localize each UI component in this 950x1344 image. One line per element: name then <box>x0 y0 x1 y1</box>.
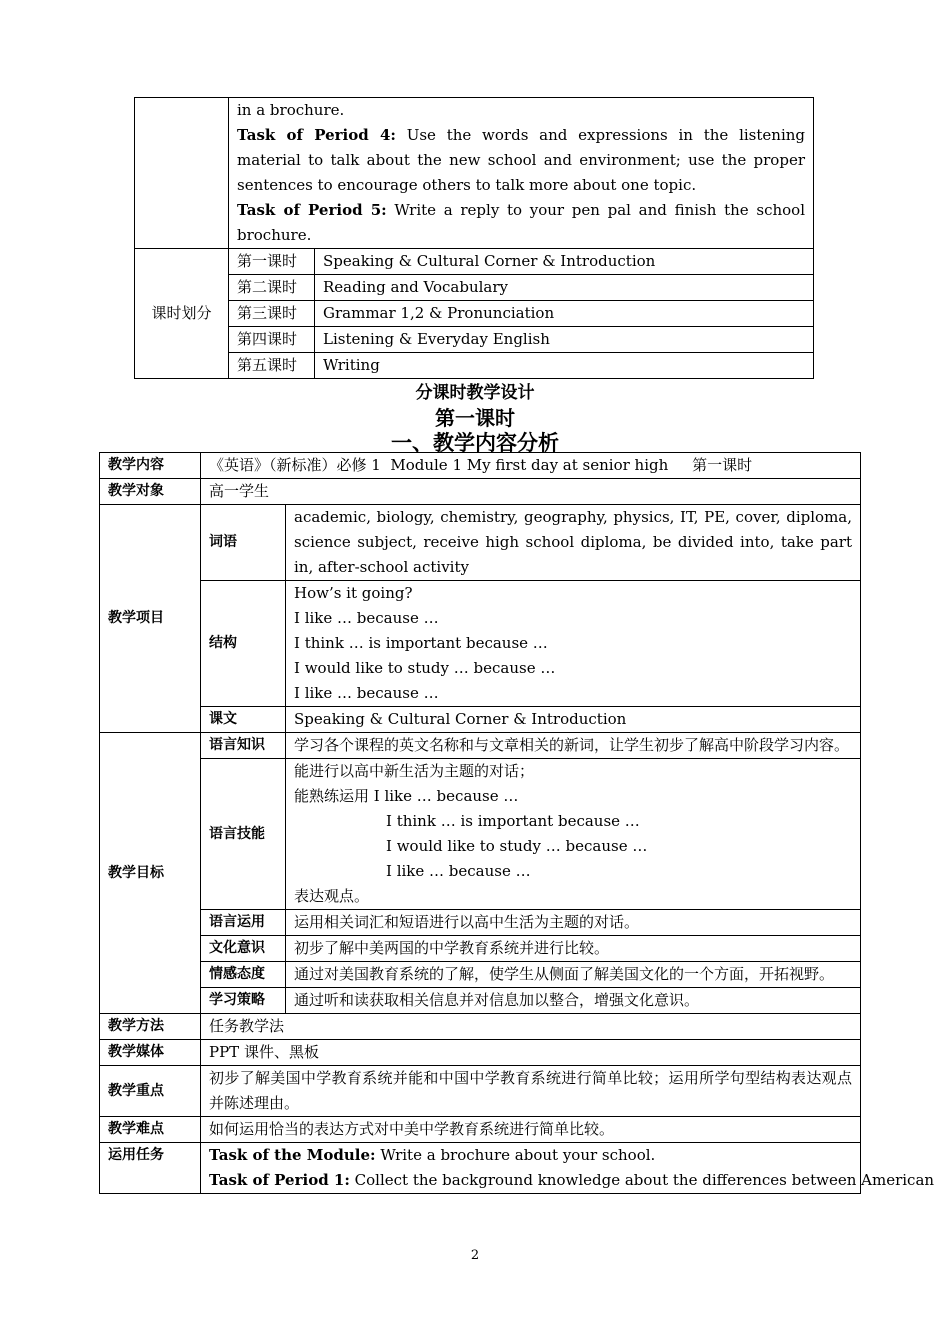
section-heading: 分课时教学设计 <box>415 383 535 403</box>
task-period1-label: Task of Period 1: <box>209 1171 350 1189</box>
period4-text: Use the words and expressions in the listening material to talk about the new school and environment; use the proper sentences to encourage others to talk more about one topic. <box>237 126 805 194</box>
vocab-value: academic, biology, chemistry, geography, physics, IT, PE, cover, diploma, science subject, receive high school diploma, be divided into, take part in, after-school activity <box>286 505 861 581</box>
period-division-table <box>134 97 814 379</box>
strategy-value: 通过听和读获取相关信息并对信息加以整合，增强文化意识。 <box>286 988 861 1014</box>
row-label: 教学方法 <box>100 1014 201 1040</box>
table-row <box>135 327 814 353</box>
table-row <box>100 581 861 707</box>
sub-label: 语言运用 <box>201 910 286 936</box>
table-row <box>100 936 861 962</box>
sub-label: 课文 <box>201 707 286 733</box>
period-name: 第二课时 <box>229 275 315 301</box>
analysis-heading: 一、教学内容分析 <box>391 431 559 455</box>
culture-value: 初步了解中美两国的中学教育系统并进行比较。 <box>286 936 861 962</box>
skills-line: 能熟练运用 I like … because … <box>294 787 519 805</box>
text-value: Speaking & Cultural Corner & Introduction <box>286 707 861 733</box>
table-row <box>100 707 861 733</box>
row-label: 教学对象 <box>100 479 201 505</box>
period-name: 第三课时 <box>229 301 315 327</box>
row-label: 教学内容 <box>100 453 201 479</box>
row-value: 初步了解美国中学教育系统并能和中国中学教育系统进行简单比较；运用所学句型结构表达观点并陈述理由。 <box>201 1066 861 1117</box>
task-period1-text: Collect the background knowledge about the differences between American <box>349 1171 935 1189</box>
period4-label: Task of Period 4: <box>237 126 396 144</box>
structure-line: I would like to study … because … <box>294 659 556 677</box>
sub-label: 语言技能 <box>201 759 286 910</box>
period-content: Reading and Vocabulary <box>315 275 814 301</box>
row-value: 任务教学法 <box>201 1014 861 1040</box>
skills-indent-line: I like … because … <box>386 862 531 880</box>
structure-line: I like … because … <box>294 684 439 702</box>
sub-label: 情感态度 <box>201 962 286 988</box>
table-row <box>100 505 861 581</box>
sub-label: 学习策略 <box>201 988 286 1014</box>
row-value: PPT 课件、黑板 <box>201 1040 861 1066</box>
table-row <box>100 1143 861 1194</box>
table-row <box>100 1066 861 1117</box>
table-row <box>100 962 861 988</box>
period-name: 第四课时 <box>229 327 315 353</box>
structure-line: I like … because … <box>294 609 439 627</box>
skills-line: 表达观点。 <box>294 887 370 905</box>
emotion-value: 通过对美国教育系统的了解，使学生从侧面了解美国文化的一个方面，开拓视野。 <box>286 962 861 988</box>
table-row <box>100 759 861 910</box>
skills-value <box>286 759 861 910</box>
table-row <box>135 249 814 275</box>
sub-label: 结构 <box>201 581 286 707</box>
row-value: 如何运用恰当的表达方式对中美中学教育系统进行简单比较。 <box>201 1117 861 1143</box>
period-content: Speaking & Cultural Corner & Introduction <box>315 249 814 275</box>
schedule-label: 课时划分 <box>135 249 229 379</box>
table-row <box>100 1117 861 1143</box>
period-name: 第一课时 <box>229 249 315 275</box>
table-row <box>100 733 861 759</box>
row-label: 教学目标 <box>100 733 201 1014</box>
table-row <box>100 988 861 1014</box>
table-row <box>100 1040 861 1066</box>
use-value: 运用相关词汇和短语进行以高中生活为主题的对话。 <box>286 910 861 936</box>
table-row <box>100 479 861 505</box>
sub-label: 文化意识 <box>201 936 286 962</box>
skills-indent-line: I think … is important because … <box>386 812 640 830</box>
tasks-cell <box>229 98 814 249</box>
row-label: 教学重点 <box>100 1066 201 1117</box>
structure-value <box>286 581 861 707</box>
period-heading: 第一课时 <box>435 406 515 430</box>
period-content: Writing <box>315 353 814 379</box>
table-row <box>135 301 814 327</box>
row-value: 《英语》（新标准）必修 1 Module 1 My first day at senior high 第一课时 <box>201 453 861 479</box>
row-value: 高一学生 <box>201 479 861 505</box>
row-label: 运用任务 <box>100 1143 201 1194</box>
row-label: 教学项目 <box>100 505 201 733</box>
table-row <box>135 275 814 301</box>
table-row <box>135 98 814 249</box>
skills-indent-line: I would like to study … because … <box>386 837 648 855</box>
structure-line: I think … is important because … <box>294 634 548 652</box>
task-module-label: Task of the Module: <box>209 1146 376 1164</box>
task-value <box>201 1143 935 1194</box>
period-name: 第五课时 <box>229 353 315 379</box>
period5-label: Task of Period 5: <box>237 201 387 219</box>
table-row <box>100 453 861 479</box>
page-number: 2 <box>470 1248 480 1263</box>
table-row <box>100 1014 861 1040</box>
period-content: Listening & Everyday English <box>315 327 814 353</box>
sub-label: 语言知识 <box>201 733 286 759</box>
table-row <box>100 910 861 936</box>
skills-line: 能进行以高中新生活为主题的对话； <box>294 762 535 780</box>
period-content: Grammar 1,2 & Pronunciation <box>315 301 814 327</box>
sub-label: 词语 <box>201 505 286 581</box>
structure-line: How’s it going? <box>294 584 413 602</box>
row-label: 教学难点 <box>100 1117 201 1143</box>
empty-label-cell <box>135 98 229 249</box>
table-row <box>135 353 814 379</box>
task-continuation: in a brochure. <box>237 101 345 119</box>
period5-text: Write a reply to your pen pal and finish the school brochure. <box>237 201 805 244</box>
task-module-text: Write a brochure about your school. <box>375 1146 656 1164</box>
row-label: 教学媒体 <box>100 1040 201 1066</box>
knowledge-value: 学习各个课程的英文名称和与文章相关的新词，让学生初步了解高中阶段学习内容。 <box>286 733 861 759</box>
teaching-analysis-table <box>99 452 935 1194</box>
